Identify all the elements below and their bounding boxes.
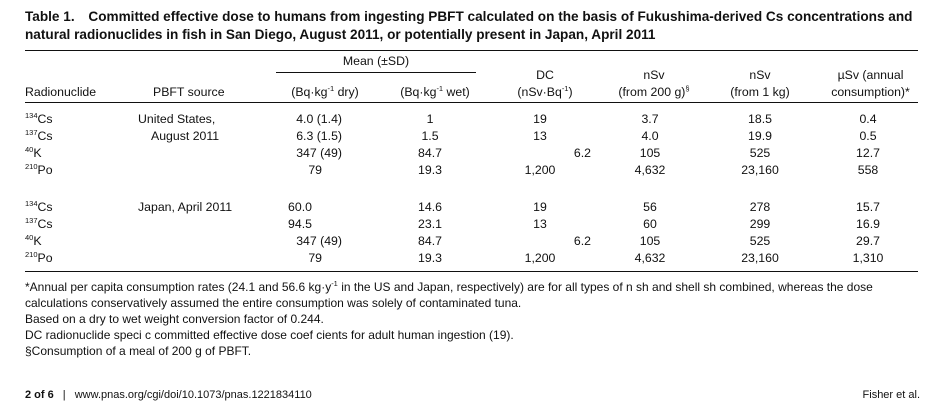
footnote-dc: DC radionuclide speci c committed effective dose coef cients for adult human ingestion (19). (25, 328, 514, 342)
table-cell-usv: 29.7 (856, 234, 880, 248)
table-cell-usv: 0.5 (859, 129, 877, 143)
table-cell-usv: 15.7 (856, 200, 880, 214)
table-cell-dry: 6.3 (1.5) (296, 129, 342, 143)
table-cell-nsv-1kg: 18.5 (748, 112, 772, 126)
footer-left (25, 388, 312, 402)
dc-header: DC (536, 68, 554, 82)
table-top-rule (25, 50, 918, 51)
table-row-radionuclide: $^{210}$Po (25, 162, 53, 177)
table-cell-nsv-200g: 3.7 (641, 112, 659, 126)
table-title: Committed effective dose to humans from ingesting PBFT calculated on the basis of Fukushima-derived Cs concentrations and natural radionuclides in fish in San Diego, August 2011, or potentially present in Japan, April 2011 (25, 9, 913, 42)
table-cell-dc: 1,200 (524, 251, 556, 265)
table-cell-wet: 1.5 (421, 129, 439, 143)
table-cell-nsv-200g: 105 (639, 146, 661, 160)
dc-unit-header: $(nSv\cdot Bq^{-1})$ (517, 84, 573, 99)
table-cell-dc: 6.2 (573, 146, 591, 160)
table-cell-nsv-200g: 4.0 (641, 129, 659, 143)
table-cell-nsv-1kg: 525 (749, 146, 771, 160)
table-cell-nsv-200g: 4,632 (634, 163, 666, 177)
table-cell-dry: 4.0 (1.4) (296, 112, 342, 126)
table-cell-dry: 79 (308, 163, 322, 177)
table-cell-wet: 14.6 (418, 200, 442, 214)
table-cell-dc: 13 (533, 217, 547, 231)
footnote-conversion: Based on a dry to wet weight conversion factor of 0.244. (25, 312, 324, 326)
table-row-source: United States, (138, 112, 216, 126)
nsv-1kg-header: nSv (749, 68, 771, 82)
table-caption (25, 8, 930, 44)
table-cell-dry: 79 (308, 251, 322, 265)
pbft-source-header: PBFT source (153, 85, 225, 99)
table-cell-usv: 0.4 (859, 112, 877, 126)
mean-group-header: Mean (±SD) (342, 54, 410, 68)
table-cell-nsv-200g: 4,632 (634, 251, 666, 265)
usv-header: µSv (annual (837, 68, 904, 82)
table-row-source: August 2011 (151, 129, 220, 143)
table-footnotes (25, 279, 925, 359)
table-cell-usv: 16.9 (856, 217, 880, 231)
table-cell-dry: 94.5 (288, 217, 312, 231)
table-row-radionuclide: $^{134}$Cs (25, 199, 53, 214)
usv-unit-header: consumption)* (831, 85, 910, 99)
table-cell-wet: 19.3 (418, 251, 442, 265)
radionuclide-header: Radionuclide (25, 85, 97, 99)
page-number: 2 of 6 (25, 389, 54, 401)
table-cell-dc: 13 (533, 129, 547, 143)
table-cell-nsv-1kg: 278 (749, 200, 771, 214)
mean-group-rule (276, 72, 476, 73)
table-cell-usv: 558 (857, 163, 879, 177)
nsv-200g-header: nSv (643, 68, 665, 82)
footer-separator: | (62, 389, 66, 401)
table-row-radionuclide: $^{210}$Po (25, 250, 53, 265)
table-cell-dc: 19 (533, 112, 547, 126)
table-row-radionuclide: $^{40}$K (25, 233, 42, 248)
table-cell-dc: 19 (533, 200, 547, 214)
table-cell-dry: 347 (49) (296, 146, 342, 160)
footnote-consumption: *Annual per capita consumption rates (24.1 and 56.6 $kg\cdot y^{-1}$ in the US and Japan, respectively) are for all types of n sh and shell sh combined, whereas the dose calculations conservatively assumed the entire consumption was solely of contaminated tuna. (25, 279, 873, 310)
table-cell-usv: 1,310 (852, 251, 884, 265)
doi-link[interactable]: www.pnas.org/cgi/doi/10.1073/pnas.1221834110 (74, 389, 312, 401)
table-cell-wet: 1 (426, 112, 434, 126)
table-row-radionuclide: $^{137}$Cs (25, 216, 53, 231)
table-cell-nsv-200g: 56 (643, 200, 657, 214)
table-cell-wet: 84.7 (418, 146, 442, 160)
table-cell-dry: 60.0 (288, 200, 312, 214)
table-cell-nsv-200g: 105 (639, 234, 661, 248)
table-header-rule (25, 102, 918, 103)
footnote-meal: §Consumption of a meal of 200 g of PBFT. (25, 344, 252, 358)
wet-header: ($Bq\cdot kg^{-1}$ wet) (400, 84, 470, 99)
table-row-source: Japan, April 2011 (138, 200, 233, 214)
table-label: Table 1. (25, 9, 75, 24)
table-cell-nsv-1kg: 299 (749, 217, 771, 231)
table-bottom-rule (25, 271, 918, 272)
table-cell-wet: 23.1 (418, 217, 442, 231)
table-cell-nsv-1kg: 23,160 (741, 163, 779, 177)
table-cell-dc: 6.2 (573, 234, 591, 248)
nsv-200g-unit-header: (from 200 g)§ (618, 84, 690, 99)
footer-authors: Fisher et al. (862, 389, 920, 401)
table-row-radionuclide: $^{134}$Cs (25, 111, 53, 126)
table-row-radionuclide: $^{137}$Cs (25, 128, 53, 143)
table-cell-nsv-1kg: 23,160 (741, 251, 779, 265)
table-cell-dc: 1,200 (524, 163, 556, 177)
dry-header: ($Bq\cdot kg^{-1}$ dry) (291, 84, 359, 99)
nsv-1kg-unit-header: (from 1 kg) (730, 85, 790, 99)
table-cell-dry: 347 (49) (296, 234, 342, 248)
table-cell-wet: 19.3 (418, 163, 442, 177)
table-cell-nsv-1kg: 525 (749, 234, 771, 248)
table-cell-nsv-1kg: 19.9 (748, 129, 772, 143)
table-cell-usv: 12.7 (856, 146, 880, 160)
table-row-radionuclide: $^{40}$K (25, 145, 42, 160)
table-cell-wet: 84.7 (418, 234, 442, 248)
table-cell-nsv-200g: 60 (643, 217, 657, 231)
